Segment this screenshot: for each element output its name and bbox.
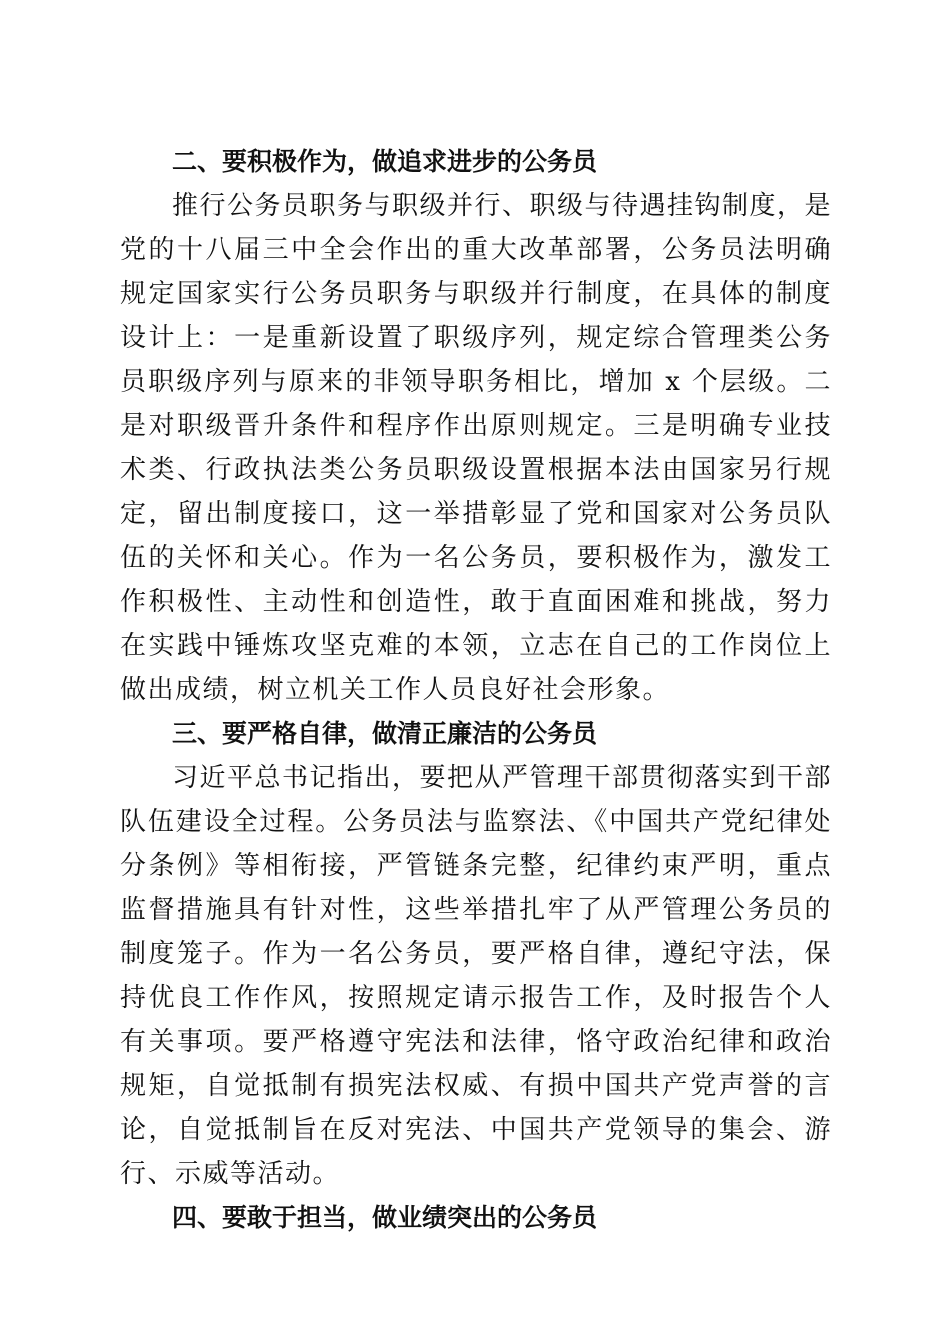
section-heading-2: 二、要积极作为，做追求进步的公务员 xyxy=(172,147,598,176)
section-paragraph-2: 推行公务员职务与职级并行、职级与待遇挂钩制度，是党的十八届三中全会作出的重大改革部署，公务员法明确规定国家实行公务员职务与职级并行制度，在具体的制度设计上：一是重新设置了职级序列，规定综合管理类公务员职级序列与原来的非领导职务相比，增加 x 个层级。二是对职级晋升条件和程序作出原则规定。三是明确专业技术类、行政执法类公务员职级设置根据本法由国家另行规定，留出制度接口，这一举措彰显了党和国家对公务员队伍的关怀和关心。作为一名公务员，要积极作为，激发工作积极性、主动性和创造性，敢于直面困难和挑战，努力在实践中锤炼攻坚克难的本领，立志在自己的工作岗位上做出成绩，树立机关工作人员良好社会形象。 xyxy=(120,191,833,705)
section-heading-3: 三、要严格自律，做清正廉洁的公务员 xyxy=(172,719,598,748)
document-body xyxy=(120,140,832,1240)
section-heading-4: 四、要敢于担当，做业绩突出的公务员 xyxy=(172,1203,598,1232)
section-paragraph-3: 习近平总书记指出，要把从严管理干部贯彻落实到干部队伍建设全过程。公务员法与监察法、《中国共产党纪律处分条例》等相衔接，严管链条完整，纪律约束严明，重点监督措施具有针对性，这些举措扎牢了从严管理公务员的制度笼子。作为一名公务员，要严格自律，遵纪守法，保持优良工作作风，按照规定请示报告工作，及时报告个人有关事项。要严格遵守宪法和法律，恪守政治纪律和政治规矩，自觉抵制有损宪法权威、有损中国共产党声誉的言论，自觉抵制旨在反对宪法、中国共产党领导的集会、游行、示威等活动。 xyxy=(120,763,833,1189)
